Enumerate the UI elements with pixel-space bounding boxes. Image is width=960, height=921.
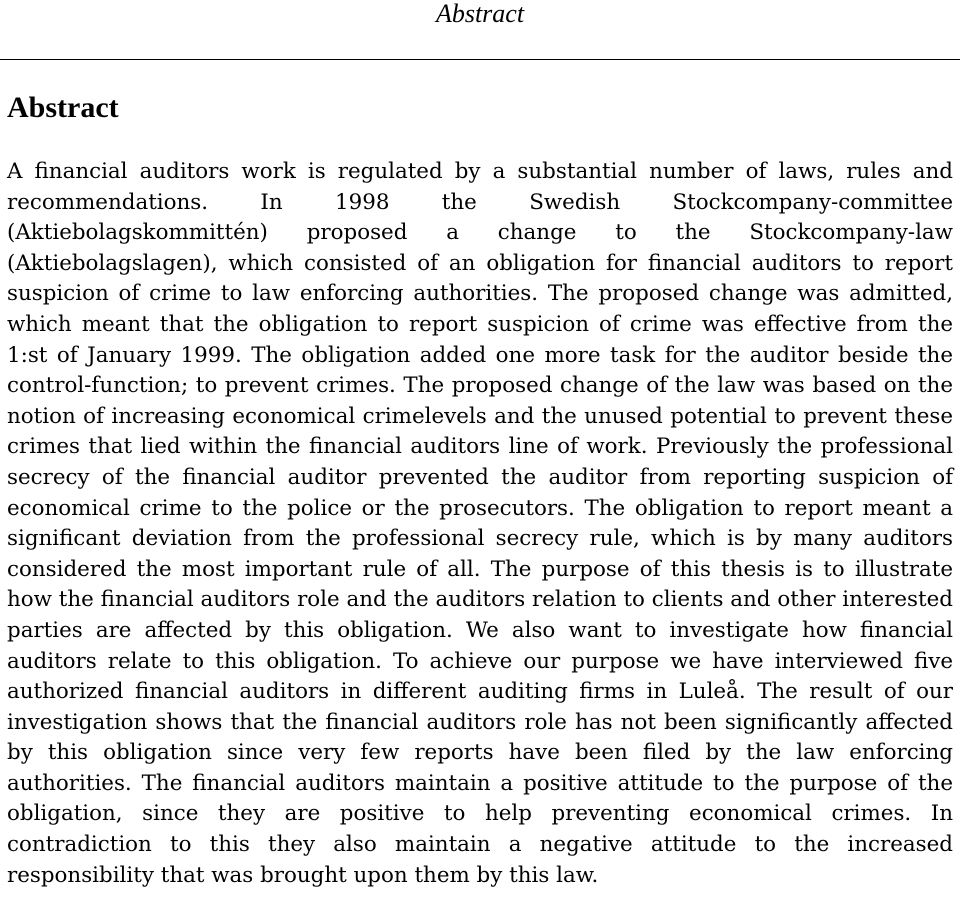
running-header: Abstract	[435, 0, 525, 28]
header-divider	[0, 59, 960, 60]
section-heading: Abstract	[7, 91, 119, 124]
abstract-paragraph: A financial auditors work is regulated by a substantial number of laws, rules and recommendations. In 1998 the Swedish Stockcompany-committee (Aktiebolagskommittén) proposed a change to the Stockcompany-law (Aktiebolagslagen), which consisted of an obligation for financial auditors to report suspicion of crime to law enforcing authorities. The proposed change was admitted, which meant that the obligation to report suspicion of crime was effective from the 1:st of January 1999. The obligation added one more task for the auditor beside the control-function; to prevent crimes. The proposed change of the law was based on the notion of increasing economical crimelevels and the unused potential to prevent these crimes that lied within the financial auditors line of work. Previously the professional secrecy of the financial auditor prevented the auditor from reporting suspicion of economical crime to the police or the prosecutors. The obligation to report meant a significant deviation from the professional secrecy rule, which is by many auditors considered the most important rule of all. The purpose of this thesis is to illustrate how the financial auditors role and the auditors relation to clients and other interested parties are affected by this obligation. We also want to investigate how financial auditors relate to this obligation. To achieve our purpose we have interviewed five authorized financial auditors in different auditing firms in Luleå. The result of our investigation shows that the financial auditors role has not been significantly affected by this obligation since very few reports have been filed by the law enforcing authorities. The financial auditors maintain a positive attitude to the purpose of the obligation, since they are positive to help preventing economical crimes. In contradiction to this they also maintain a negative attitude to the increased responsibility that was brought upon them by this law.	[7, 159, 953, 888]
